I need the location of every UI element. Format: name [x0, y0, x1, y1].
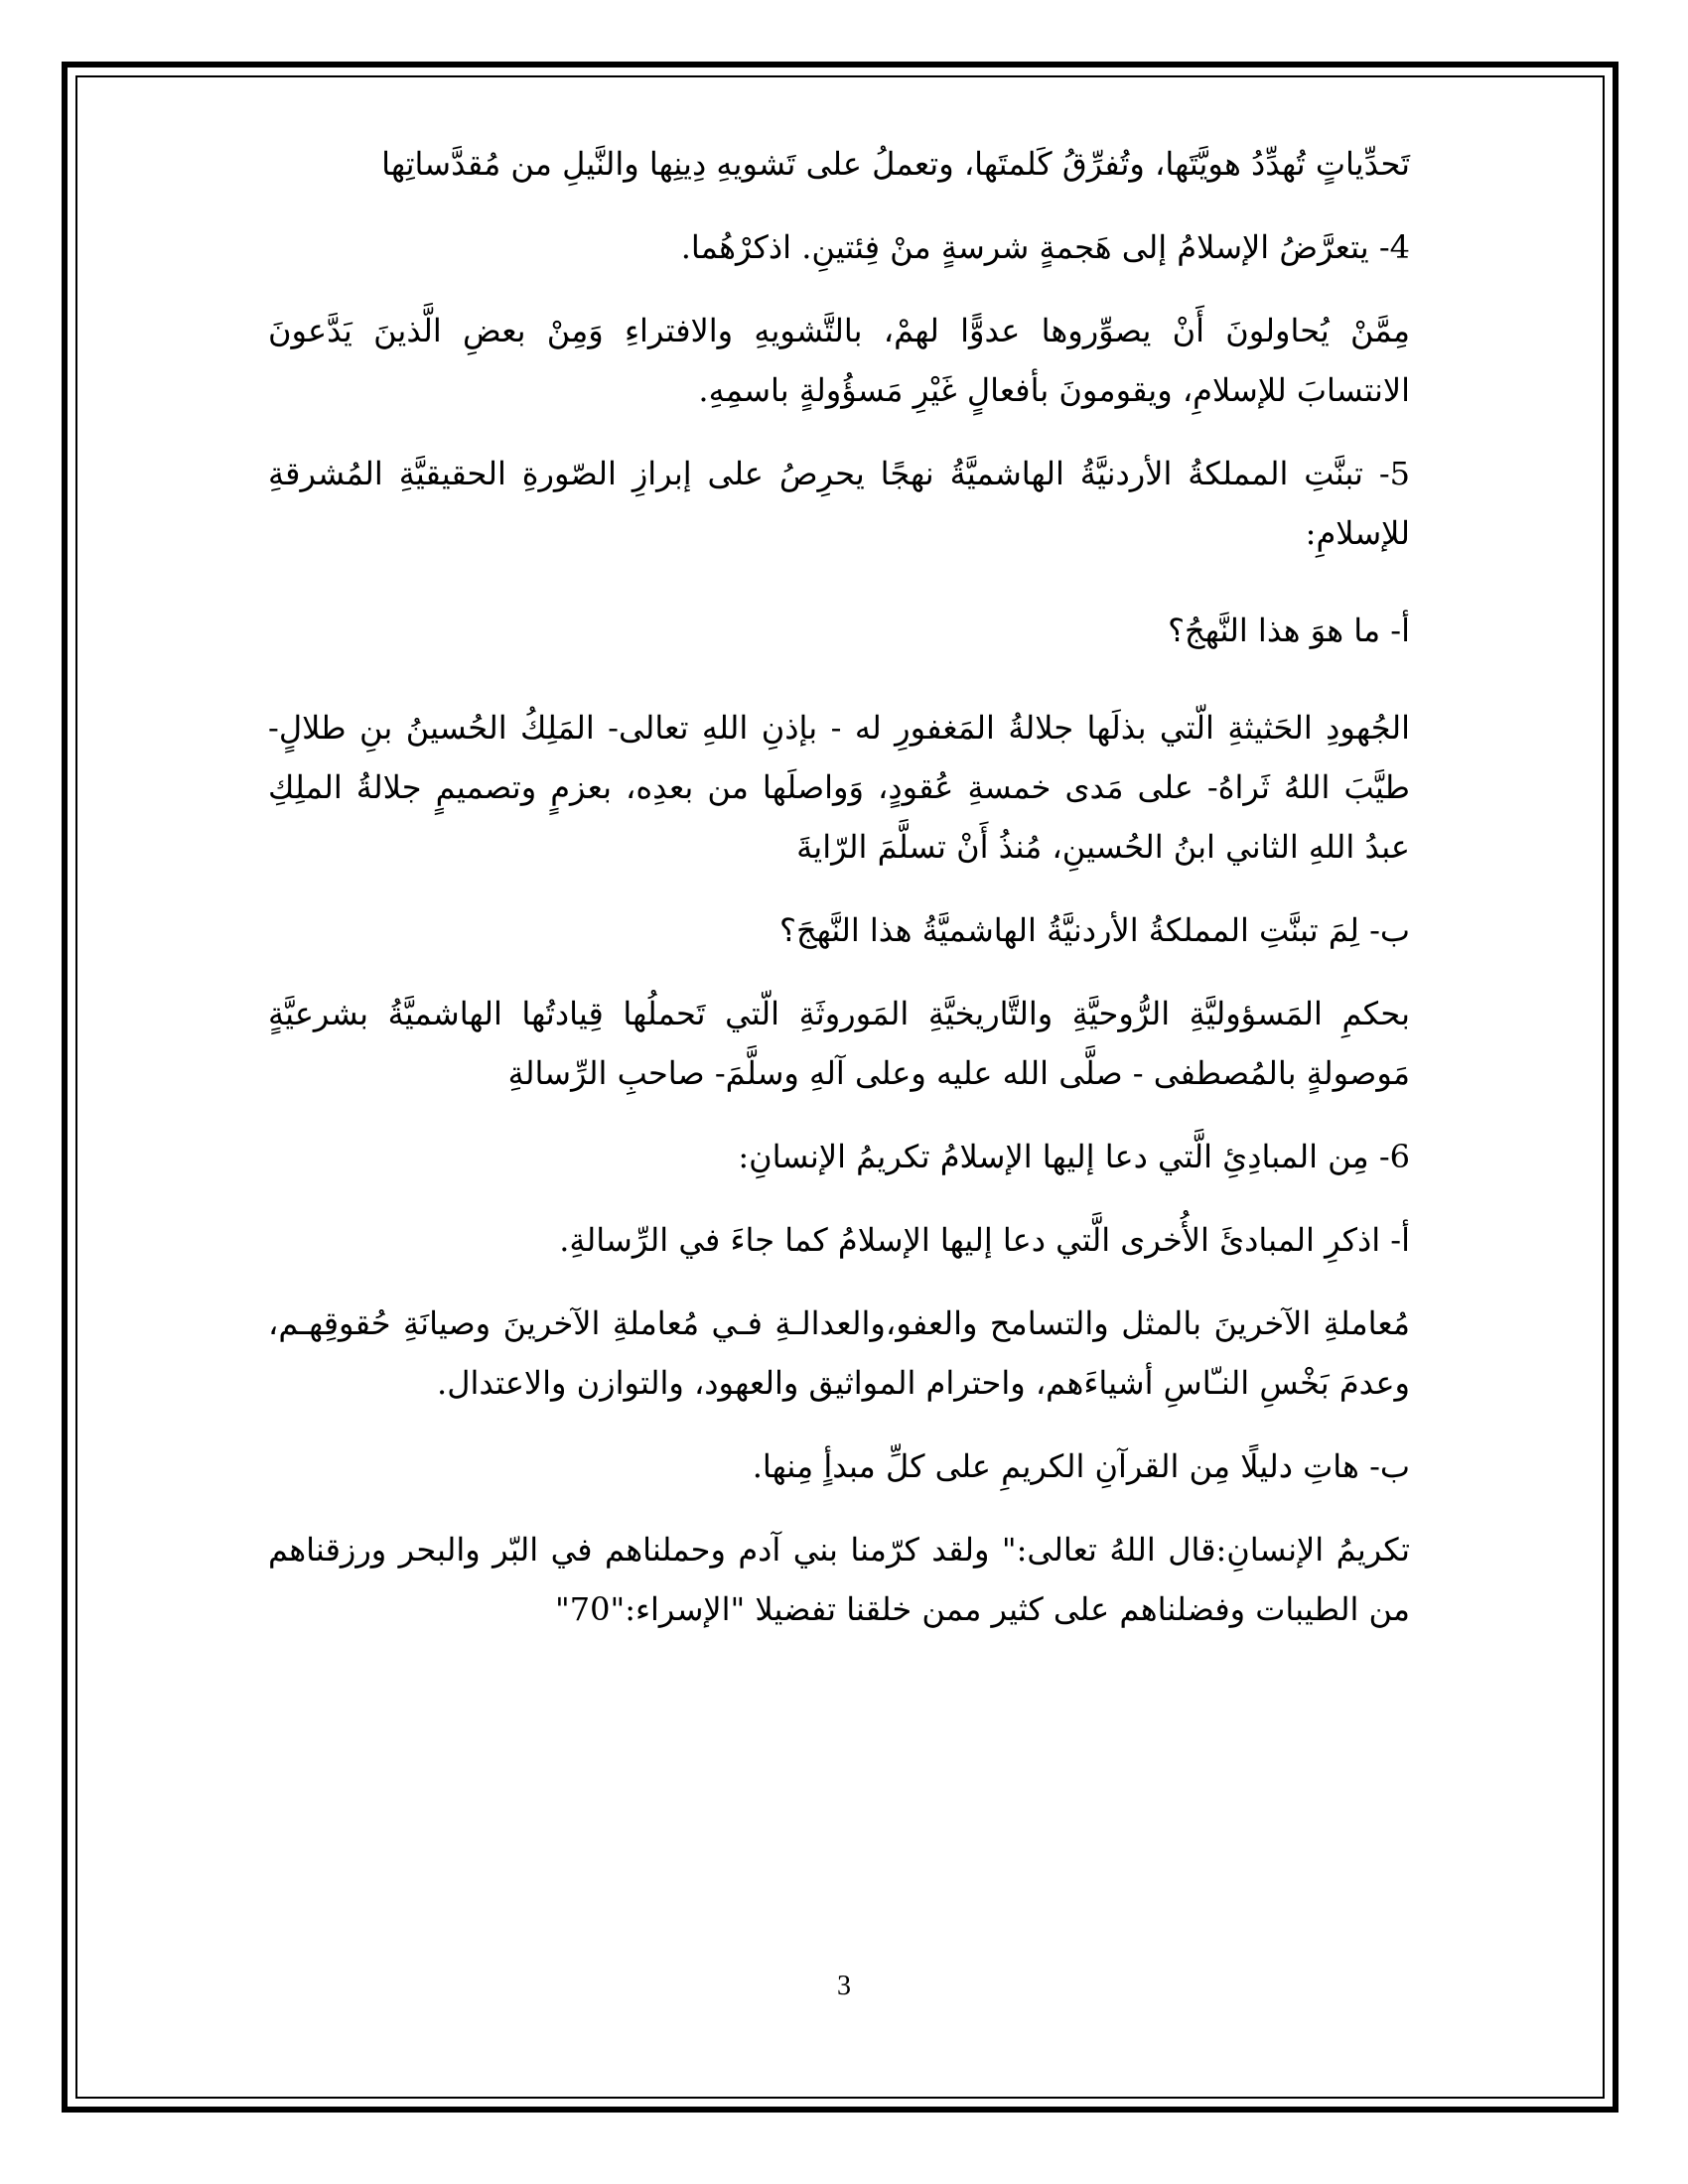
- question-5: 5- تبنَّتِ المملكةُ الأردنيَّةُ الهاشميَّةُ نهجًا يحرِصُ على إبرازِ الصّورةِ الحقيقيَّةِ المُشرقةِ للإسلامِ:: [268, 455, 1410, 552]
- question-6a: أ- اذكرِ المبادئَ الأُخرى الَّتي دعا إليها الإسلامُ كما جاءَ في الرِّسالةِ.: [559, 1221, 1410, 1259]
- question-5b: ب- لِمَ تبنَّتِ المملكةُ الأردنيَّةُ الهاشميَّةُ هذا النَّهجَ؟: [779, 911, 1410, 949]
- page-number: 3: [837, 1971, 851, 2001]
- paragraph-intro-continuation: تَحدِّياتٍ تُهدِّدُ هويَّتَها، وتُفرِّقُ كَلمتَها، وتعملُ على تَشويهِ دِينِها والنَّيلِ من مُقدَّساتِها: [381, 145, 1410, 183]
- question-6: 6- مِن المبادِئِ الَّتي دعا إليها الإسلامُ تكريمُ الإنسانِ:: [738, 1138, 1410, 1175]
- document-body: [268, 134, 1410, 1639]
- answer-5a: الجُهودِ الحَثيثةِ الّتي بذلَها جلالةُ المَغفورِ له - بإذنِ اللهِ تعالى- المَلِكُ الحُسينُ بنِ طلالٍ- طيَّبَ اللهُ ثَراهُ- على مَدى خمسةِ عُقودٍ، وَواصلَها من بعدِه، بعزمٍ وتصميمٍ جلالةُ الملِكِ عبدُ اللهِ الثاني ابنُ الحُسينِ، مُنذُ أَنْ تسلَّمَ الرّايةَ: [268, 709, 1411, 866]
- answer-4: مِمَّنْ يُحاولونَ أَنْ يصوِّروها عدوًّا لهمْ، بالتَّشويهِ والافتراءِ وَمِنْ بعضِ الَّذينَ يَدَّعونَ الانتسابَ للإسلامِ، ويقومونَ بأفعالٍ غَيْرِ مَسؤُولةٍ باسمِهِ.: [268, 312, 1410, 409]
- question-4: 4- يتعرَّضُ الإسلامُ إلى هَجمةٍ شرسةٍ منْ فِئتينِ. اذكرْهُما.: [680, 228, 1410, 266]
- question-5a: أ- ما هوَ هذا النَّهجُ؟: [1168, 612, 1410, 649]
- answer-6b: تكريمُ الإنسانِ:قال اللهُ تعالى:" ولقد كرّمنا بني آدم وحملناهم في البّر والبحر ورزقناهم من الطيبات وفضلناهم على كثير ممن خلقنا تفضيلا "الإسراء:"70": [268, 1531, 1410, 1628]
- answer-6a: مُعاملةِ الآخرينَ بالمثل والتسامح والعفو،والعدالـةِ فـي مُعاملةِ الآخرينَ وصيانَةِ حُقوقِهـم، وعدمَ بَخْسِ النـّاسِ أشياءَهم، واحترام المواثيق والعهود، والتوازن والاعتدال.: [268, 1304, 1410, 1402]
- answer-5b: بحكمِ المَسؤوليَّةِ الرُّوحيَّةِ والتَّاريخيَّةِ المَوروثَةِ الّتي تَحملُها قِيادتُها الهاشميَّةُ بشرعيَّةٍ مَوصولةٍ بالمُصطفى - صلَّى الله عليه وعلى آلهِ وسلَّمَ- صاحبِ الرِّسالةِ: [268, 995, 1410, 1092]
- question-6b: ب- هاتِ دليلًا مِن القرآنِ الكريمِ على كلِّ مبدأٍ مِنها.: [752, 1447, 1410, 1485]
